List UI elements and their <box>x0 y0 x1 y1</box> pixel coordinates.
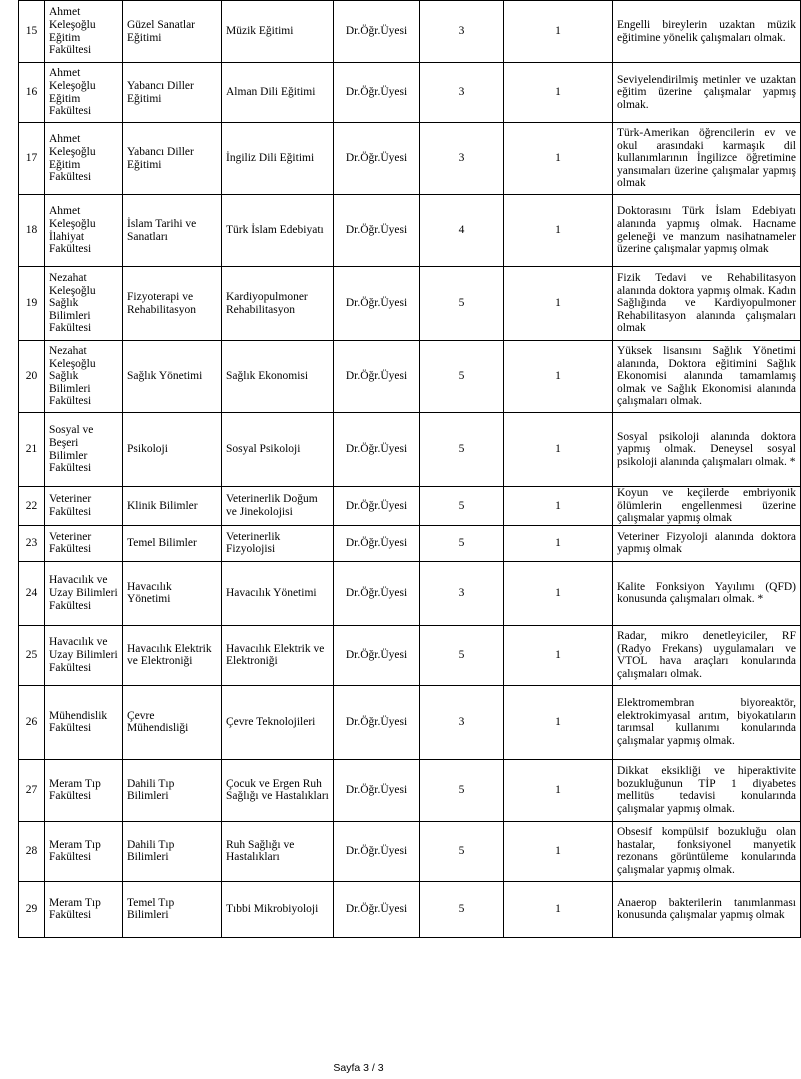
requirement-cell: Doktorasını Türk İslam Edebiyatı alanında yapmış olmak. Hacname geleneği ve manzum nasihatnameler üzerine çalışmalar yapmış olmak <box>613 195 801 267</box>
degree-cell: 5 <box>420 267 504 341</box>
count-cell: 1 <box>504 525 613 561</box>
faculty-cell: Meram Tıp Fakültesi <box>45 821 123 881</box>
department-cell: Güzel Sanatlar Eğitimi <box>123 1 222 63</box>
count-cell: 1 <box>504 267 613 341</box>
field-cell: Çevre Teknolojileri <box>222 685 334 759</box>
row-number: 18 <box>19 195 45 267</box>
department-cell: Psikoloji <box>123 413 222 487</box>
row-number: 24 <box>19 561 45 625</box>
positions-table <box>18 0 801 938</box>
row-number: 23 <box>19 525 45 561</box>
row-number: 25 <box>19 625 45 685</box>
degree-cell: 3 <box>420 561 504 625</box>
requirement-cell: Fizik Tedavi ve Rehabilitasyon alanında doktora yapmış olmak. Kadın Sağlığında ve Kardiyopulmoner Rehabilitasyon alanında çalışmaları olmak <box>613 267 801 341</box>
count-cell: 1 <box>504 881 613 937</box>
faculty-cell: Sosyal ve Beşeri Bilimler Fakültesi <box>45 413 123 487</box>
requirement-cell: Elektromembran biyoreaktör, elektrokimyasal arıtım, biyokatıların tarımsal kullanımı konularında çalışmalar yapmış olmak. <box>613 685 801 759</box>
row-number: 27 <box>19 759 45 821</box>
field-cell: Kardiyopulmoner Rehabilitasyon <box>222 267 334 341</box>
table-row <box>19 195 801 267</box>
field-cell: İngiliz Dili Eğitimi <box>222 123 334 195</box>
table-row <box>19 1 801 63</box>
page-number: Sayfa 3 / 3 <box>333 1062 384 1074</box>
title-cell: Dr.Öğr.Üyesi <box>334 561 420 625</box>
department-cell: Havacılık Yönetimi <box>123 561 222 625</box>
faculty-cell: Mühendislik Fakültesi <box>45 685 123 759</box>
degree-cell: 5 <box>420 525 504 561</box>
field-cell: Ruh Sağlığı ve Hastalıkları <box>222 821 334 881</box>
table-row <box>19 413 801 487</box>
title-cell: Dr.Öğr.Üyesi <box>334 63 420 123</box>
table-row <box>19 267 801 341</box>
row-number: 21 <box>19 413 45 487</box>
table-row <box>19 123 801 195</box>
requirement-cell: Engelli bireylerin uzaktan müzik eğitimine yönelik çalışmaları olmak. <box>613 1 801 63</box>
table-row <box>19 525 801 561</box>
faculty-cell: Meram Tıp Fakültesi <box>45 759 123 821</box>
degree-cell: 5 <box>420 759 504 821</box>
faculty-cell: Havacılık ve Uzay Bilimleri Fakültesi <box>45 561 123 625</box>
department-cell: Temel Bilimler <box>123 525 222 561</box>
field-cell: Sağlık Ekonomisi <box>222 341 334 413</box>
title-cell: Dr.Öğr.Üyesi <box>334 413 420 487</box>
row-number: 28 <box>19 821 45 881</box>
faculty-cell: Ahmet Keleşoğlu Eğitim Fakültesi <box>45 63 123 123</box>
requirement-cell: Dikkat eksikliği ve hiperaktivite bozukluğunun TİP 1 diyabetes mellitüs tedavisi konularında çalışmalar yapmış olmak. <box>613 759 801 821</box>
department-cell: Yabancı Diller Eğitimi <box>123 123 222 195</box>
faculty-cell: Havacılık ve Uzay Bilimleri Fakültesi <box>45 625 123 685</box>
title-cell: Dr.Öğr.Üyesi <box>334 487 420 526</box>
degree-cell: 5 <box>420 487 504 526</box>
requirement-cell: Koyun ve keçilerde embriyonik ölümlerin engellenmesi üzerine çalışmalar yapmış olmak <box>613 487 801 526</box>
requirement-cell: Seviyelendirilmiş metinler ve uzaktan eğitim üzerine çalışmalar yapmış olmak. <box>613 63 801 123</box>
degree-cell: 5 <box>420 881 504 937</box>
table-row <box>19 685 801 759</box>
count-cell: 1 <box>504 1 613 63</box>
department-cell: Dahili Tıp Bilimleri <box>123 759 222 821</box>
table-row <box>19 341 801 413</box>
table-body <box>19 1 801 938</box>
count-cell: 1 <box>504 63 613 123</box>
requirement-cell: Radar, mikro denetleyiciler, RF (Radyo Frekans) uygulamaları ve VTOL hava araçları konularında çalışmaları olmak. <box>613 625 801 685</box>
count-cell: 1 <box>504 413 613 487</box>
table-row <box>19 625 801 685</box>
department-cell: Çevre Mühendisliği <box>123 685 222 759</box>
faculty-cell: Nezahat Keleşoğlu Sağlık Bilimleri Fakültesi <box>45 341 123 413</box>
degree-cell: 3 <box>420 123 504 195</box>
field-cell: Türk İslam Edebiyatı <box>222 195 334 267</box>
degree-cell: 3 <box>420 685 504 759</box>
requirement-cell: Obsesif kompülsif bozukluğu olan hastalar, fonksiyonel manyetik rezonans görüntüleme konularında çalışmalar yapmış olmak. <box>613 821 801 881</box>
row-number: 19 <box>19 267 45 341</box>
count-cell: 1 <box>504 487 613 526</box>
title-cell: Dr.Öğr.Üyesi <box>334 123 420 195</box>
count-cell: 1 <box>504 821 613 881</box>
title-cell: Dr.Öğr.Üyesi <box>334 267 420 341</box>
title-cell: Dr.Öğr.Üyesi <box>334 341 420 413</box>
table-row <box>19 821 801 881</box>
count-cell: 1 <box>504 123 613 195</box>
requirement-cell: Sosyal psikoloji alanında doktora yapmış olmak. Deneysel sosyal psikoloji alanında çalışmaları olmak. * <box>613 413 801 487</box>
field-cell: Havacılık Yönetimi <box>222 561 334 625</box>
count-cell: 1 <box>504 759 613 821</box>
faculty-cell: Ahmet Keleşoğlu Eğitim Fakültesi <box>45 123 123 195</box>
title-cell: Dr.Öğr.Üyesi <box>334 881 420 937</box>
title-cell: Dr.Öğr.Üyesi <box>334 821 420 881</box>
count-cell: 1 <box>504 685 613 759</box>
department-cell: Havacılık Elektrik ve Elektroniği <box>123 625 222 685</box>
row-number: 20 <box>19 341 45 413</box>
requirement-cell: Türk-Amerikan öğrencilerin ev ve okul arasındaki karmaşık dil kullanımlarının İngilizce öğretimine yansımaları üzerine çalışmalar yapmış olmak <box>613 123 801 195</box>
degree-cell: 3 <box>420 1 504 63</box>
title-cell: Dr.Öğr.Üyesi <box>334 759 420 821</box>
department-cell: Sağlık Yönetimi <box>123 341 222 413</box>
field-cell: Alman Dili Eğitimi <box>222 63 334 123</box>
faculty-cell: Meram Tıp Fakültesi <box>45 881 123 937</box>
count-cell: 1 <box>504 341 613 413</box>
title-cell: Dr.Öğr.Üyesi <box>334 685 420 759</box>
field-cell: Tıbbi Mikrobiyoloji <box>222 881 334 937</box>
requirement-cell: Yüksek lisansını Sağlık Yönetimi alanında, Doktora eğitimini Sağlık Ekonomisi alanında tamamlamış olmak ve Sağlık Ekonomisi alanında çalışmaları olmak. <box>613 341 801 413</box>
count-cell: 1 <box>504 195 613 267</box>
requirement-cell: Veteriner Fizyoloji alanında doktora yapmış olmak <box>613 525 801 561</box>
faculty-cell: Ahmet Keleşoğlu Eğitim Fakültesi <box>45 1 123 63</box>
degree-cell: 3 <box>420 63 504 123</box>
row-number: 29 <box>19 881 45 937</box>
row-number: 26 <box>19 685 45 759</box>
title-cell: Dr.Öğr.Üyesi <box>334 625 420 685</box>
degree-cell: 5 <box>420 413 504 487</box>
requirement-cell: Anaerop bakterilerin tanımlanması konusunda çalışmalar yapmış olmak <box>613 881 801 937</box>
degree-cell: 5 <box>420 625 504 685</box>
row-number: 15 <box>19 1 45 63</box>
department-cell: Klinik Bilimler <box>123 487 222 526</box>
faculty-cell: Veteriner Fakültesi <box>45 525 123 561</box>
title-cell: Dr.Öğr.Üyesi <box>334 525 420 561</box>
table-row <box>19 881 801 937</box>
title-cell: Dr.Öğr.Üyesi <box>334 195 420 267</box>
field-cell: Çocuk ve Ergen Ruh Sağlığı ve Hastalıkları <box>222 759 334 821</box>
degree-cell: 5 <box>420 821 504 881</box>
faculty-cell: Ahmet Keleşoğlu İlahiyat Fakültesi <box>45 195 123 267</box>
row-number: 17 <box>19 123 45 195</box>
count-cell: 1 <box>504 625 613 685</box>
table-row <box>19 759 801 821</box>
row-number: 22 <box>19 487 45 526</box>
requirement-cell: Kalite Fonksiyon Yayılımı (QFD) konusunda çalışmaları olmak. * <box>613 561 801 625</box>
table-row <box>19 63 801 123</box>
degree-cell: 5 <box>420 341 504 413</box>
count-cell: 1 <box>504 561 613 625</box>
table-row <box>19 561 801 625</box>
title-cell: Dr.Öğr.Üyesi <box>334 1 420 63</box>
field-cell: Veterinerlik Fizyolojisi <box>222 525 334 561</box>
department-cell: Temel Tıp Bilimleri <box>123 881 222 937</box>
department-cell: Dahili Tıp Bilimleri <box>123 821 222 881</box>
department-cell: İslam Tarihi ve Sanatları <box>123 195 222 267</box>
field-cell: Müzik Eğitimi <box>222 1 334 63</box>
department-cell: Fizyoterapi ve Rehabilitasyon <box>123 267 222 341</box>
field-cell: Veterinerlik Doğum ve Jinekolojisi <box>222 487 334 526</box>
field-cell: Havacılık Elektrik ve Elektroniği <box>222 625 334 685</box>
table-row <box>19 487 801 526</box>
degree-cell: 4 <box>420 195 504 267</box>
department-cell: Yabancı Diller Eğitimi <box>123 63 222 123</box>
faculty-cell: Nezahat Keleşoğlu Sağlık Bilimleri Fakültesi <box>45 267 123 341</box>
row-number: 16 <box>19 63 45 123</box>
faculty-cell: Veteriner Fakültesi <box>45 487 123 526</box>
field-cell: Sosyal Psikoloji <box>222 413 334 487</box>
